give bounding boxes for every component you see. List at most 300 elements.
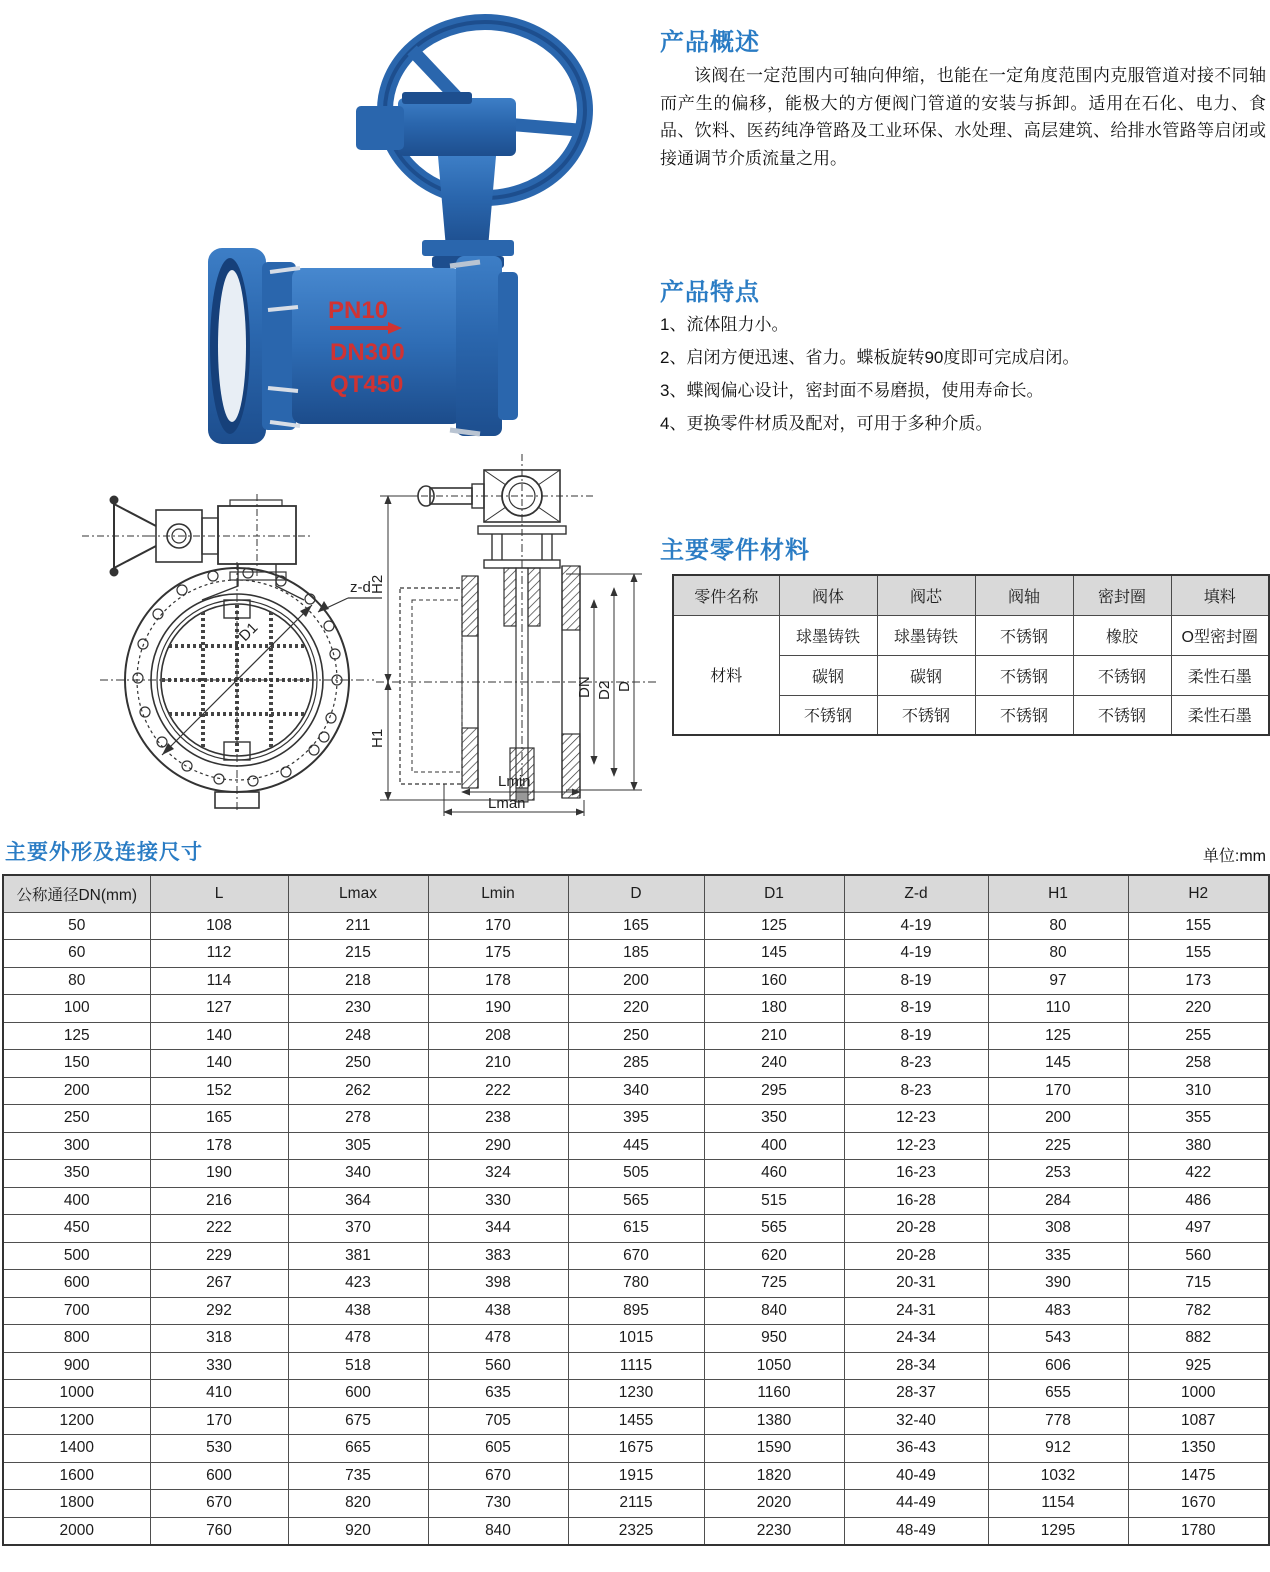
dimensions-header-cell: Lmax (288, 875, 428, 912)
dimensions-cell: 4-19 (844, 940, 988, 968)
dimensions-cell: 518 (288, 1352, 428, 1380)
dimensions-cell: 1087 (1128, 1407, 1269, 1435)
table-row (3, 1297, 1269, 1325)
dimensions-cell: 1000 (1128, 1380, 1269, 1408)
dimensions-cell: 308 (988, 1215, 1128, 1243)
dimensions-cell: 380 (1128, 1132, 1269, 1160)
materials-cell: 碳钢 (779, 655, 877, 695)
materials-cell: 碳钢 (877, 655, 975, 695)
dimensions-cell: 565 (704, 1215, 844, 1243)
dimensions-cell: 438 (288, 1297, 428, 1325)
dimensions-cell: 16-23 (844, 1160, 988, 1188)
front-label-d1: D1 (235, 619, 262, 645)
feature-item: 2、启闭方便迅速、省力。蝶板旋转90度即可完成启闭。 (660, 348, 1080, 367)
dimensions-cell: 335 (988, 1242, 1128, 1270)
materials-header-cell: 密封圈 (1073, 575, 1171, 615)
front-gearbox (148, 494, 310, 576)
materials-cell: O型密封圈 (1171, 615, 1269, 655)
feature-item: 3、蝶阀偏心设计，密封面不易磨损，使用寿命长。 (660, 381, 1044, 400)
dimensions-cell: 165 (150, 1105, 288, 1133)
materials-cell: 不锈钢 (1073, 695, 1171, 735)
dimensions-cell: 12-23 (844, 1105, 988, 1133)
dimensions-cell: 12-23 (844, 1132, 988, 1160)
dimensions-cell: 438 (428, 1297, 568, 1325)
dimensions-cell: 478 (288, 1325, 428, 1353)
overview-title: 产品概述 (660, 29, 760, 56)
dimensions-cell: 715 (1128, 1270, 1269, 1298)
dimensions-cell: 8-19 (844, 1022, 988, 1050)
table-row (3, 940, 1269, 968)
dimensions-cell: 565 (568, 1187, 704, 1215)
dimensions-cell: 620 (704, 1242, 844, 1270)
dimensions-cell: 110 (988, 995, 1128, 1023)
dimensions-cell: 125 (704, 912, 844, 940)
dimensions-cell: 500 (3, 1242, 150, 1270)
dimensions-cell: 211 (288, 912, 428, 940)
dimensions-cell: 1000 (3, 1380, 150, 1408)
dimensions-cell: 125 (3, 1022, 150, 1050)
front-label-zd: z-d (350, 579, 371, 596)
materials-cell: 不锈钢 (1073, 655, 1171, 695)
dimensions-cell: 820 (288, 1490, 428, 1518)
dimensions-cell: 2230 (704, 1517, 844, 1545)
section-label-lmin: Lmin (498, 773, 531, 790)
dimensions-cell: 1590 (704, 1435, 844, 1463)
dimensions-cell: 1475 (1128, 1462, 1269, 1490)
features-list (660, 316, 1266, 448)
dimensions-cell: 920 (288, 1517, 428, 1545)
dimensions-cell: 1380 (704, 1407, 844, 1435)
dimensions-cell: 730 (428, 1490, 568, 1518)
dimensions-cell: 655 (988, 1380, 1128, 1408)
dimensions-cell: 600 (150, 1462, 288, 1490)
dimensions-cell: 800 (3, 1325, 150, 1353)
materials-cell: 不锈钢 (975, 615, 1073, 655)
dimensions-cell: 253 (988, 1160, 1128, 1188)
materials-cell: 不锈钢 (975, 655, 1073, 695)
dimensions-cell: 925 (1128, 1352, 1269, 1380)
dimensions-cell: 505 (568, 1160, 704, 1188)
dimensions-cell: 145 (704, 940, 844, 968)
dimensions-cell: 705 (428, 1407, 568, 1435)
dimensions-cell: 497 (1128, 1215, 1269, 1243)
valve-photo (150, 10, 660, 455)
materials-header-cell: 阀芯 (877, 575, 975, 615)
dimensions-cell: 350 (3, 1160, 150, 1188)
table-row (3, 967, 1269, 995)
dimensions-cell: 24-34 (844, 1325, 988, 1353)
dimensions-cell: 222 (150, 1215, 288, 1243)
dimensions-cell: 445 (568, 1132, 704, 1160)
dimensions-cell: 882 (1128, 1325, 1269, 1353)
dimensions-cell: 1675 (568, 1435, 704, 1463)
front-handwheel (82, 496, 156, 576)
dimensions-cell: 165 (568, 912, 704, 940)
dimensions-cell: 486 (1128, 1187, 1269, 1215)
dimensions-cell: 300 (3, 1132, 150, 1160)
dimensions-cell: 185 (568, 940, 704, 968)
section-label-h2: H2 (369, 574, 386, 594)
dimensions-cell: 114 (150, 967, 288, 995)
dimensions-cell: 1820 (704, 1462, 844, 1490)
dimensions-header-cell: H2 (1128, 875, 1269, 912)
dimensions-cell: 1400 (3, 1435, 150, 1463)
dimensions-cell: 8-23 (844, 1077, 988, 1105)
dimensions-cell: 20-28 (844, 1215, 988, 1243)
dimensions-cell: 735 (288, 1462, 428, 1490)
dimensions-cell: 895 (568, 1297, 704, 1325)
dimensions-cell: 108 (150, 912, 288, 940)
table-row (3, 1242, 1269, 1270)
table-row (3, 1132, 1269, 1160)
dimensions-cell: 210 (704, 1022, 844, 1050)
dimensions-cell: 125 (988, 1022, 1128, 1050)
table-row (3, 1050, 1269, 1078)
dimensions-cell: 262 (288, 1077, 428, 1105)
dimensions-cell: 220 (568, 995, 704, 1023)
dimensions-cell: 155 (1128, 912, 1269, 940)
dimensions-cell: 170 (988, 1077, 1128, 1105)
section-label-h1: H1 (369, 728, 386, 748)
section-gearbox (406, 454, 596, 544)
materials-cell: 柔性石墨 (1171, 655, 1269, 695)
dimensions-cell: 24-31 (844, 1297, 988, 1325)
dimensions-cell: 40-49 (844, 1462, 988, 1490)
section-view-drawing (366, 448, 666, 818)
dimensions-header-cell: D1 (704, 875, 844, 912)
dimensions-cell: 1455 (568, 1407, 704, 1435)
dimensions-cell: 44-49 (844, 1490, 988, 1518)
materials-cell: 不锈钢 (975, 695, 1073, 735)
dimensions-cell: 178 (428, 967, 568, 995)
dimensions-cell: 400 (3, 1187, 150, 1215)
dimensions-cell: 100 (3, 995, 150, 1023)
dimensions-header-cell: L (150, 875, 288, 912)
dimensions-cell: 340 (568, 1077, 704, 1105)
dimensions-cell: 400 (704, 1132, 844, 1160)
dimensions-cell: 670 (428, 1462, 568, 1490)
dimensions-cell: 605 (428, 1435, 568, 1463)
dimensions-header-cell: D (568, 875, 704, 912)
dimensions-cell: 200 (3, 1077, 150, 1105)
table-row (3, 1160, 1269, 1188)
dimensions-cell: 1350 (1128, 1435, 1269, 1463)
table-row (3, 1187, 1269, 1215)
dimensions-cell: 200 (568, 967, 704, 995)
valve-stem (422, 156, 514, 268)
dimensions-cell: 912 (988, 1435, 1128, 1463)
dimensions-cell: 80 (988, 940, 1128, 968)
dimensions-cell: 278 (288, 1105, 428, 1133)
dimensions-cell: 1600 (3, 1462, 150, 1490)
dimensions-cell: 310 (1128, 1077, 1269, 1105)
dimensions-header-row (3, 875, 1269, 912)
dimensions-cell: 840 (428, 1517, 568, 1545)
materials-row-label: 材料 (673, 615, 779, 735)
dimensions-cell: 364 (288, 1187, 428, 1215)
dimensions-cell: 395 (568, 1105, 704, 1133)
dimensions-cell: 258 (1128, 1050, 1269, 1078)
dimensions-cell: 50 (3, 912, 150, 940)
dimensions-cell: 145 (988, 1050, 1128, 1078)
dimensions-cell: 250 (568, 1022, 704, 1050)
dimensions-cell: 305 (288, 1132, 428, 1160)
dimensions-cell: 97 (988, 967, 1128, 995)
dimensions-cell: 1115 (568, 1352, 704, 1380)
unit-label: 单位:mm (1202, 848, 1266, 865)
dimensions-cell: 383 (428, 1242, 568, 1270)
dimensions-cell: 344 (428, 1215, 568, 1243)
dimensions-cell: 460 (704, 1160, 844, 1188)
dimensions-cell: 1032 (988, 1462, 1128, 1490)
dimensions-cell: 190 (150, 1160, 288, 1188)
dimensions-cell: 1154 (988, 1490, 1128, 1518)
dimensions-cell: 160 (704, 967, 844, 995)
dimensions-cell: 28-34 (844, 1352, 988, 1380)
dimensions-cell: 284 (988, 1187, 1128, 1215)
dimensions-cell: 670 (568, 1242, 704, 1270)
dimensions-cell: 28-37 (844, 1380, 988, 1408)
dimensions-cell: 220 (1128, 995, 1269, 1023)
dimensions-cell: 330 (428, 1187, 568, 1215)
dimensions-cell: 390 (988, 1270, 1128, 1298)
dimensions-cell: 515 (704, 1187, 844, 1215)
dimensions-cell: 2000 (3, 1517, 150, 1545)
materials-cell: 柔性石墨 (1171, 695, 1269, 735)
dimensions-cell: 1160 (704, 1380, 844, 1408)
dimensions-cell: 340 (288, 1160, 428, 1188)
dimensions-cell: 255 (1128, 1022, 1269, 1050)
dimensions-cell: 238 (428, 1105, 568, 1133)
materials-header-cell: 零件名称 (673, 575, 779, 615)
dimensions-cell: 782 (1128, 1297, 1269, 1325)
dimensions-cell: 1780 (1128, 1517, 1269, 1545)
section-body (376, 544, 658, 802)
materials-title: 主要零件材料 (660, 537, 810, 564)
dimensions-cell: 381 (288, 1242, 428, 1270)
materials-body (673, 615, 1269, 735)
dimensions-cell: 355 (1128, 1105, 1269, 1133)
dimensions-cell: 48-49 (844, 1517, 988, 1545)
materials-header-cell: 阀轴 (975, 575, 1073, 615)
dimensions-header-cell: Z-d (844, 875, 988, 912)
table-row (3, 1517, 1269, 1545)
dimensions-cell: 229 (150, 1242, 288, 1270)
dimensions-cell: 318 (150, 1325, 288, 1353)
section-label-dn: DN (576, 676, 593, 698)
materials-row (673, 615, 1269, 655)
dimensions-title: 主要外形及连接尺寸 (5, 841, 203, 864)
dimensions-cell: 324 (428, 1160, 568, 1188)
dimensions-cell: 222 (428, 1077, 568, 1105)
dimensions-cell: 20-28 (844, 1242, 988, 1270)
dimensions-header-cell: 公称通径DN(mm) (3, 875, 150, 912)
table-row (3, 1407, 1269, 1435)
dimensions-cell: 112 (150, 940, 288, 968)
dimensions-cell: 127 (150, 995, 288, 1023)
dimensions-cell: 285 (568, 1050, 704, 1078)
table-row (3, 1325, 1269, 1353)
dimensions-cell: 700 (3, 1297, 150, 1325)
materials-cell: 球墨铸铁 (877, 615, 975, 655)
dimensions-cell: 140 (150, 1050, 288, 1078)
table-row (3, 1462, 1269, 1490)
table-row (3, 1270, 1269, 1298)
materials-cell: 橡胶 (1073, 615, 1171, 655)
materials-header-cell: 填料 (1171, 575, 1269, 615)
dimensions-cell: 530 (150, 1435, 288, 1463)
dimensions-cell: 292 (150, 1297, 288, 1325)
dimensions-table (2, 874, 1270, 1546)
dimensions-cell: 478 (428, 1325, 568, 1353)
dimensions-cell: 8-19 (844, 967, 988, 995)
section-label-lman: Lman (488, 795, 526, 812)
dimensions-cell: 450 (3, 1215, 150, 1243)
dimensions-cell: 422 (1128, 1160, 1269, 1188)
dimensions-cell: 778 (988, 1407, 1128, 1435)
dimensions-cell: 175 (428, 940, 568, 968)
table-row (3, 1490, 1269, 1518)
dimensions-cell: 423 (288, 1270, 428, 1298)
materials-cell: 球墨铸铁 (779, 615, 877, 655)
front-view-drawing (52, 450, 384, 812)
table-row (3, 1215, 1269, 1243)
dimensions-cell: 350 (704, 1105, 844, 1133)
section-dimensions (369, 496, 642, 816)
table-row (3, 1435, 1269, 1463)
materials-cell: 不锈钢 (877, 695, 975, 735)
dimensions-cell: 8-23 (844, 1050, 988, 1078)
dimensions-body (3, 912, 1269, 1545)
dimensions-cell: 665 (288, 1435, 428, 1463)
dimensions-cell: 250 (288, 1050, 428, 1078)
dimensions-cell: 2020 (704, 1490, 844, 1518)
table-row (3, 1022, 1269, 1050)
dimensions-cell: 295 (704, 1077, 844, 1105)
dimensions-cell: 250 (3, 1105, 150, 1133)
dimensions-cell: 483 (988, 1297, 1128, 1325)
dimensions-cell: 290 (428, 1132, 568, 1160)
dimensions-cell: 2325 (568, 1517, 704, 1545)
dimensions-cell: 215 (288, 940, 428, 968)
dimensions-cell: 225 (988, 1132, 1128, 1160)
dimensions-cell: 210 (428, 1050, 568, 1078)
dimensions-cell: 80 (3, 967, 150, 995)
materials-table (672, 574, 1270, 736)
dimensions-cell: 410 (150, 1380, 288, 1408)
dimensions-cell: 218 (288, 967, 428, 995)
dimensions-cell: 16-28 (844, 1187, 988, 1215)
dimensions-cell: 543 (988, 1325, 1128, 1353)
dimensions-cell: 600 (288, 1380, 428, 1408)
dimensions-cell: 600 (3, 1270, 150, 1298)
dimensions-cell: 140 (150, 1022, 288, 1050)
dimensions-cell: 615 (568, 1215, 704, 1243)
dimensions-cell: 267 (150, 1270, 288, 1298)
dimensions-cell: 60 (3, 940, 150, 968)
dimensions-cell: 1670 (1128, 1490, 1269, 1518)
materials-header-cell: 阀体 (779, 575, 877, 615)
dimensions-cell: 606 (988, 1352, 1128, 1380)
marking-qt: QT450 (330, 371, 404, 398)
dimensions-cell: 155 (1128, 940, 1269, 968)
dimensions-cell: 4-19 (844, 912, 988, 940)
dimensions-cell: 8-19 (844, 995, 988, 1023)
dimensions-cell: 398 (428, 1270, 568, 1298)
dimensions-cell: 230 (288, 995, 428, 1023)
dimensions-cell: 900 (3, 1352, 150, 1380)
dimensions-cell: 1800 (3, 1490, 150, 1518)
table-row (3, 1352, 1269, 1380)
front-flange (100, 562, 374, 810)
dimensions-cell: 240 (704, 1050, 844, 1078)
marking-dn: DN300 (330, 339, 405, 366)
section-label-d2: D2 (596, 680, 613, 700)
dimensions-cell: 190 (428, 995, 568, 1023)
dimensions-cell: 635 (428, 1380, 568, 1408)
feature-item: 1、流体阻力小。 (660, 315, 789, 334)
dimensions-cell: 560 (1128, 1242, 1269, 1270)
dimensions-cell: 80 (988, 912, 1128, 940)
table-row (3, 1077, 1269, 1105)
materials-cell: 不锈钢 (779, 695, 877, 735)
dimensions-cell: 1050 (704, 1352, 844, 1380)
dimensions-cell: 725 (704, 1270, 844, 1298)
features-title: 产品特点 (660, 279, 760, 306)
dimensions-cell: 1915 (568, 1462, 704, 1490)
feature-item: 4、更换零件材质及配对，可用于多种介质。 (660, 414, 993, 433)
dimensions-cell: 1015 (568, 1325, 704, 1353)
dimensions-cell: 20-31 (844, 1270, 988, 1298)
table-row (3, 995, 1269, 1023)
dimensions-cell: 170 (428, 912, 568, 940)
dimensions-cell: 675 (288, 1407, 428, 1435)
dimensions-header-cell: Lmin (428, 875, 568, 912)
dimensions-cell: 780 (568, 1270, 704, 1298)
section-label-d: D (616, 681, 633, 692)
table-row (3, 1380, 1269, 1408)
overview-body: 该阀在一定范围内可轴向伸缩，也能在一定角度范围内克服管道对接不同轴而产生的偏移，能极大的方便阀门管道的安装与拆卸。适用在石化、电力、食品、饮料、医药纯净管路及工业环保、水处理、高层建筑、给排水管路等启闭或接通调节介质流量之用。 (660, 66, 1266, 168)
materials-header-row (673, 575, 1269, 615)
dimensions-cell: 200 (988, 1105, 1128, 1133)
table-row (3, 1105, 1269, 1133)
dimensions-cell: 1230 (568, 1380, 704, 1408)
dimensions-cell: 32-40 (844, 1407, 988, 1435)
dimensions-cell: 330 (150, 1352, 288, 1380)
dimensions-cell: 670 (150, 1490, 288, 1518)
dimensions-header-cell: H1 (988, 875, 1128, 912)
dimensions-cell: 36-43 (844, 1435, 988, 1463)
dimensions-cell: 150 (3, 1050, 150, 1078)
dimensions-cell: 760 (150, 1517, 288, 1545)
dimensions-cell: 178 (150, 1132, 288, 1160)
dimensions-cell: 370 (288, 1215, 428, 1243)
dimensions-cell: 248 (288, 1022, 428, 1050)
dimensions-cell: 950 (704, 1325, 844, 1353)
dimensions-cell: 1295 (988, 1517, 1128, 1545)
dimensions-cell: 2115 (568, 1490, 704, 1518)
dimensions-cell: 1200 (3, 1407, 150, 1435)
dimensions-cell: 152 (150, 1077, 288, 1105)
dimensions-cell: 170 (150, 1407, 288, 1435)
table-row (3, 912, 1269, 940)
dimensions-cell: 208 (428, 1022, 568, 1050)
dimensions-cell: 840 (704, 1297, 844, 1325)
dimensions-cell: 560 (428, 1352, 568, 1380)
dimensions-cell: 216 (150, 1187, 288, 1215)
dimensions-cell: 173 (1128, 967, 1269, 995)
marking-pn: PN10 (328, 297, 389, 324)
